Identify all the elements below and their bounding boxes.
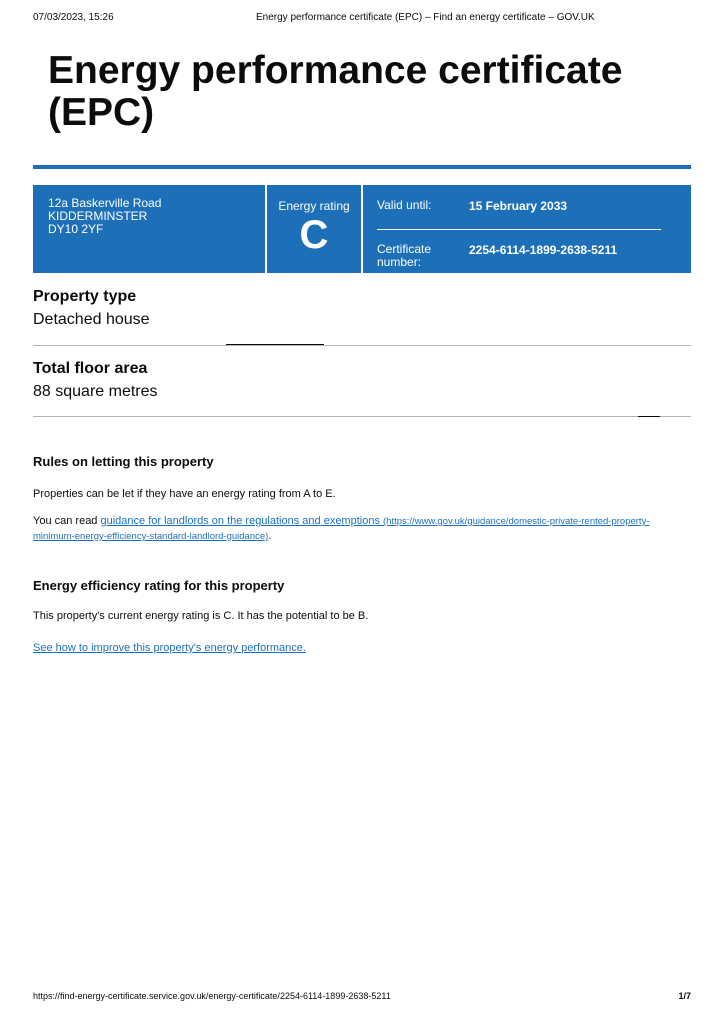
title-divider — [33, 165, 691, 169]
energy-rating-label: Energy rating — [278, 199, 350, 213]
divider-mark — [226, 344, 324, 345]
page-title-line1: Energy performance certificate — [48, 49, 623, 92]
floor-area-section — [33, 360, 691, 401]
address-line-3: DY10 2YF — [48, 222, 104, 236]
efficiency-paragraph: This property's current energy rating is C. It has the potential to be B. — [33, 610, 369, 622]
energy-rating-cell — [267, 185, 363, 273]
section-divider — [33, 345, 691, 346]
print-datetime: 07/03/2023, 15:26 — [33, 12, 114, 23]
certificate-number-label: Certificate number: — [377, 242, 432, 269]
efficiency-heading: Energy efficiency rating for this property — [33, 578, 285, 593]
address-line-1: 12a Baskerville Road — [48, 196, 162, 210]
address-line-2: KIDDERMINSTER — [48, 209, 148, 223]
property-type-value: Detached house — [33, 311, 150, 328]
landlord-guidance-link-text: guidance for landlords on the regulations and exemptions — [100, 515, 380, 527]
letting-guidance-paragraph — [33, 514, 673, 544]
guidance-prefix: You can read — [33, 515, 101, 527]
valid-until-value: 15 February 2033 — [469, 199, 568, 213]
letting-heading: Rules on letting this property — [33, 454, 214, 469]
section-divider — [33, 416, 691, 417]
print-footer-url: https://find-energy-certificate.service.gov.uk/energy-certificate/2254-6114-1899-2638-5211 — [33, 991, 391, 1001]
page-title — [48, 50, 668, 134]
certificate-summary-box — [33, 185, 691, 273]
divider-mark — [638, 416, 660, 417]
guidance-suffix: . — [268, 530, 272, 542]
print-page-number: 1/7 — [678, 991, 691, 1001]
property-type-section — [33, 288, 691, 329]
letting-paragraph: Properties can be let if they have an energy rating from A to E. — [33, 488, 336, 500]
floor-area-heading: Total floor area — [33, 360, 148, 377]
valid-until-row — [377, 199, 661, 230]
certificate-number-value: 2254-6114-1899-2638-5211 — [469, 243, 618, 257]
page-title-line2: (EPC) — [48, 91, 155, 134]
print-document-title: Energy performance certificate (EPC) – Find an energy certificate – GOV.UK — [256, 12, 595, 23]
energy-rating-letter: C — [299, 213, 329, 257]
improve-link-paragraph — [33, 641, 673, 655]
landlord-guidance-url: (https://www.gov.uk/guidance/domestic-private-rented-property-minimum-energy-efficiency-standard-landlord-guidance) — [33, 516, 650, 542]
landlord-guidance-link[interactable] — [33, 515, 649, 542]
floor-area-value: 88 square metres — [33, 383, 158, 400]
improve-energy-link[interactable]: See how to improve this property's energy performance. — [33, 642, 306, 654]
property-type-heading: Property type — [33, 288, 137, 305]
property-address — [33, 185, 267, 273]
certificate-meta — [363, 185, 691, 273]
valid-until-label: Valid until: — [377, 198, 432, 212]
